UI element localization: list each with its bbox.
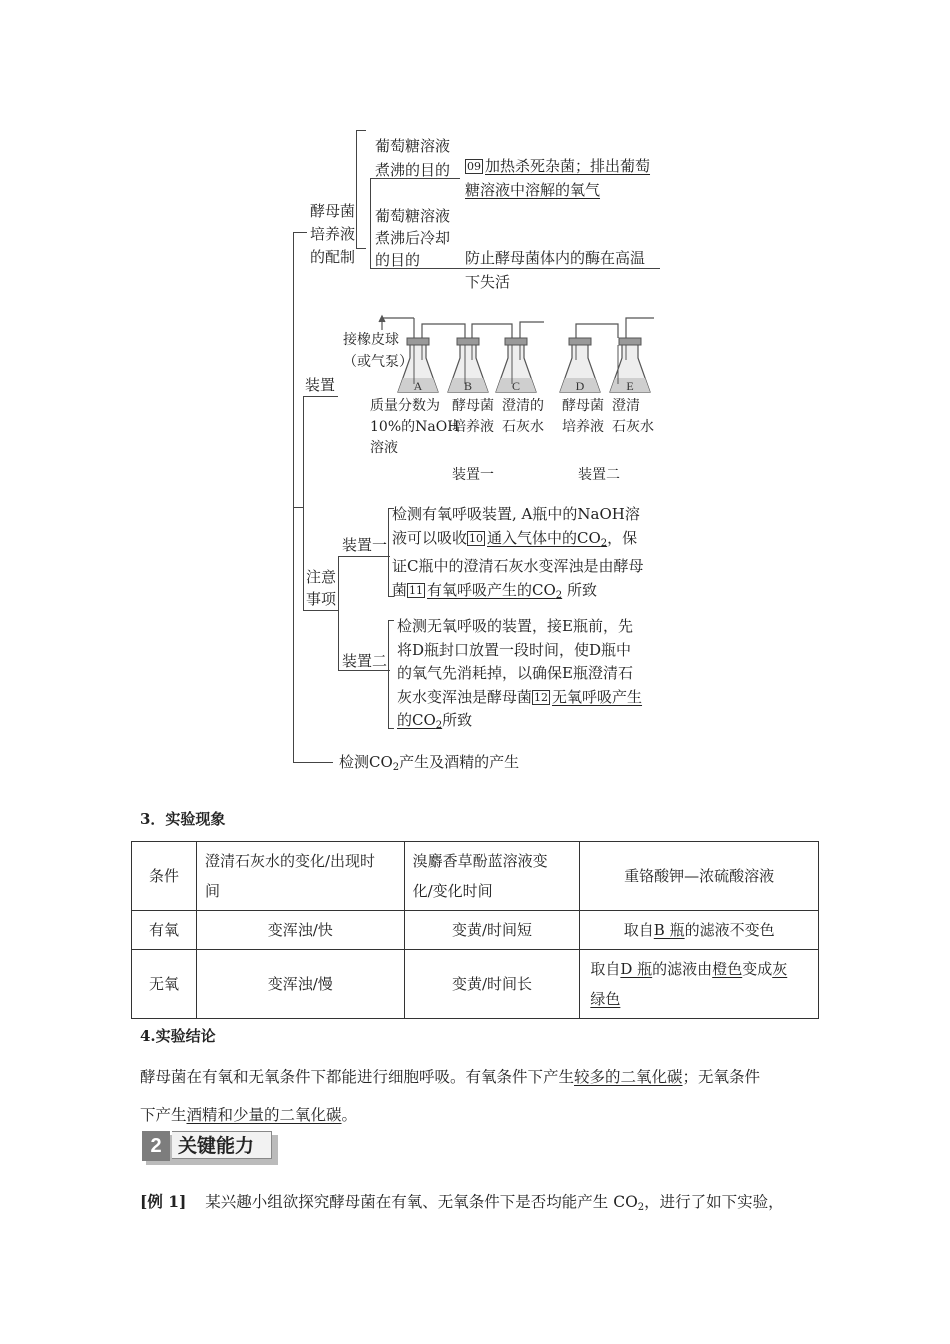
- section4-title: 4.实验结论: [140, 1027, 216, 1045]
- flask-letter-D: D: [575, 379, 585, 393]
- blank-number-12: 12: [534, 690, 549, 704]
- flask-B-desc: 酵母菌 培养液: [452, 398, 494, 435]
- q1-answer: 09 加热杀死杂菌；排出葡萄 糖溶液中溶解的氧气: [465, 157, 651, 199]
- root-label: 酵母菌 培养液 的配制: [310, 202, 356, 266]
- note2-text: 检测无氧呼吸的装置，接E瓶前，先 将D瓶封口放置一段时间，使D瓶中 的氧气先消耗掉，以确保E瓶澄清石 灰水变浑浊是酵母菌 12 无氧呼吸产生 的$CO_2$所致: [397, 617, 643, 731]
- setup1-caption: 装置一: [452, 467, 494, 483]
- badge-text: 关键能力: [172, 1131, 272, 1159]
- conclusion-paragraph: 酵母菌在有氧和无氧条件下都能进行细胞呼吸。有氧条件下产生较多的二氧化碳；无氧条件 下产生酒精和少量的二氧化碳。: [140, 1068, 761, 1124]
- key-ability-badge: [142, 1131, 274, 1161]
- apparatus-label: 装置: [305, 376, 336, 394]
- notes-label: 注意 事项: [306, 568, 337, 608]
- setup2-caption: 装置二: [578, 467, 620, 483]
- pump-label: 接橡皮球 （或气泵）: [343, 332, 413, 370]
- example-1: [例 1] 某兴趣小组欲探究酵母菌在有氧、无氧条件下是否均能产生 $CO_2$，进行了如下实验，: [140, 1192, 784, 1213]
- results-table: [131, 841, 819, 1019]
- flask-C-desc: 澄清的 石灰水: [502, 398, 544, 435]
- table-row: 无氧 变浑浊/慢 变黄/时间长 取自D 瓶的滤液由橙色变成灰 绿色: [132, 950, 819, 1019]
- flask-letter-C: C: [511, 379, 521, 393]
- flask-A-desc: 质量分数为 10%的NaOH 溶液: [370, 398, 460, 456]
- table-row: 有氧 变浑浊/快 变黄/时间短 取自B 瓶的滤液不变色: [132, 911, 819, 950]
- note1-label: 装置一: [342, 536, 388, 554]
- blank-number-11: 11: [409, 583, 424, 597]
- badge-number: 2: [142, 1131, 170, 1161]
- section3-title: 3．实验现象: [140, 810, 226, 828]
- header-dichromate: 重铬酸钾—浓硫酸溶液: [580, 842, 819, 911]
- q2-label: 葡萄糖溶液 煮沸后冷却 的目的: [375, 207, 451, 269]
- header-condition: 条件: [132, 842, 197, 911]
- flask-E-desc: 澄清 石灰水: [612, 398, 654, 435]
- flask-D-desc: 酵母菌 培养液: [562, 398, 604, 435]
- example-tag: [例 1]: [140, 1192, 187, 1211]
- table-header-row: [132, 842, 819, 911]
- note2-label: 装置二: [342, 652, 388, 670]
- detect-line: 检测$CO_2$产生及酒精的产生: [339, 753, 520, 773]
- blank-number-10: 10: [469, 531, 484, 545]
- flask-letter-E: E: [626, 379, 634, 393]
- header-limewater: 澄清石灰水的变化/出现时 间: [196, 842, 404, 911]
- blank-number-09: 09: [467, 160, 481, 173]
- flask-letter-A: A: [413, 379, 423, 393]
- flask-letter-B: B: [463, 379, 473, 393]
- header-btb: 溴麝香草酚蓝溶液变 化/变化时间: [404, 842, 580, 911]
- q1-label: 葡萄糖溶液 煮沸的目的: [375, 137, 451, 179]
- note1-text: 检测有氧呼吸装置, A瓶中的NaOH溶 液可以吸收 10 通入气体中的$CO_2$，保 证C瓶中的澄清石灰水变浑浊是由酵母 菌 11 有氧呼吸产生的$CO_2$ 所致: [392, 505, 644, 601]
- q2-answer: 防止酵母菌体内的酶在高温 下失活: [465, 249, 646, 291]
